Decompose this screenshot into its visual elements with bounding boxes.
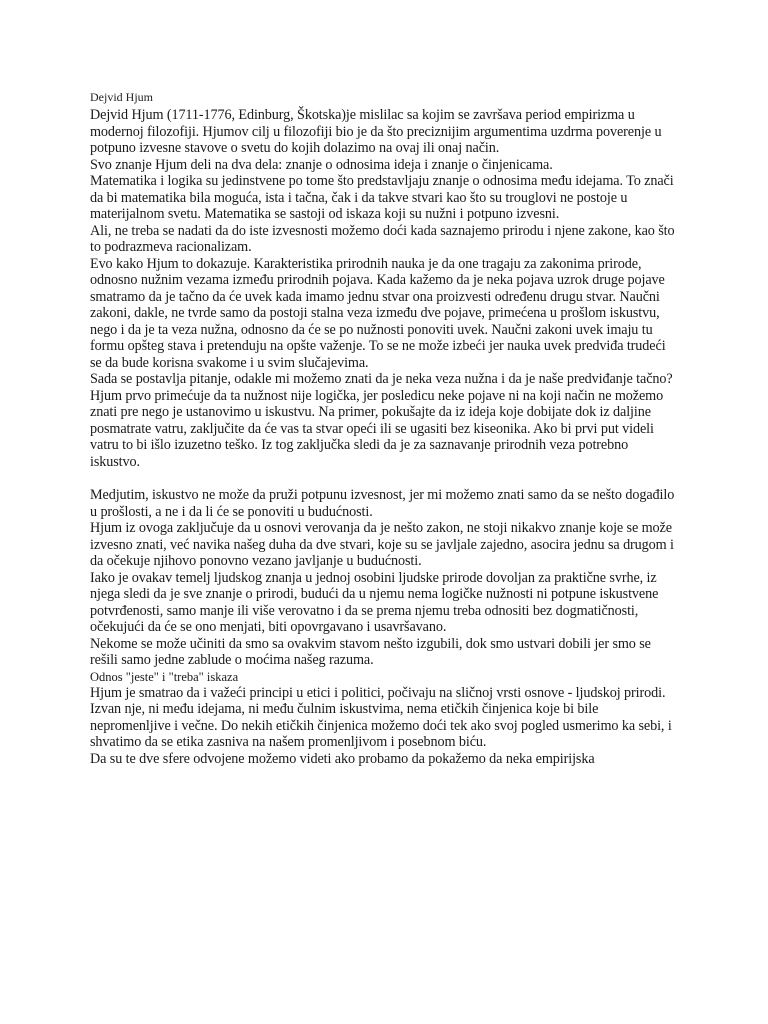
paragraph-gap: [90, 470, 680, 487]
paragraph-intro: Dejvid Hjum (1711-1776, Edinburg, Škotska)je mislilac sa kojim se završava period empirizma u modernoj filozofiji. Hjumov cilj u filozofiji bio je da što preciznijim argumentima uzdrma poverenje u potpuno izvesne stavove o svetu do kojih dolazimo na ovaj ili onaj način.: [90, 107, 662, 156]
paragraph-mathematics: Matematika i logika su jedinstvene po tome što predstavljaju znanje o odnosima među idejama. To znači da bi matematika bila moguća, ista i tačna, čak i da takve stvari kao što su trouglovi ne postoje u materijalnom svetu. Matematika se sastoji od iskaza koji su nužni i potpuno izvesni.: [90, 173, 674, 222]
document-page: [90, 90, 680, 767]
paragraph-habit: Hjum iz ovoga zaključuje da u osnovi verovanja da je nešto zakon, ne stoji nikakvo znanje koje se može izvesno znati, već navika našeg duha da dve stvari, koje su se javljale zajedno, asocira jednu sa drugom i da očekuje njihovo ponovno vezano javljanje u budućnosti.: [90, 520, 674, 569]
paragraph-illusion: Nekome se može učiniti da smo sa ovakvim stavom nešto izgubili, dok smo ustvari dobili jer smo se rešili samo jedne zablude o moćima našeg razuma.: [90, 635, 651, 668]
paragraph-nature-laws: Ali, ne treba se nadati da do iste izvesnosti možemo doći kada saznajemo prirodu i njene zakone, kao što to podrazmeva racionalizam.: [90, 222, 675, 255]
paragraph-experience: Medjutim, iskustvo ne može da pruži potpunu izvesnost, jer mi možemo znati samo da se nešto događilo u prošlosti, a ne i da li će se ponoviti u budućnosti.: [90, 487, 675, 520]
paragraph-ethics: Hjum je smatrao da i važeći principi u etici i politici, počivaju na sličnoj vrsti osnove - ljudskoj prirodi. Izvan nje, ni među idejama, ni među čulnim iskustvima, nema etičkih činjenica koje bi bile nepromenljive i večne. Do nekih etičkih činjenica možemo doći tek ako svoj pogled usmerimo ka sebi, i shvatimo da se etika zasniva na našem promenljivom i posebnom biću.: [90, 684, 672, 750]
paragraph-knowledge-division: Svo znanje Hjum deli na dva dela: znanje o odnosima ideja i znanje o činjenicama.: [90, 156, 553, 173]
document-small-title: Dejvid Hjum: [90, 90, 153, 104]
paragraph-fire-example: Hjum prvo primećuje da ta nužnost nije logička, jer posledicu neke pojave ni na koji način ne možemo znati pre nego je ustanovimo u iskustvu. Na primer, pokušajte da iz ideja koje dobijate dok iz daljine posmatrate vatru, zaključite da će vas ta stvar opeći ili se ugasiti bez kiseonika. Ako bi prvi put videli vatru to bi išlo izuzetno teško. Iz tog zaključka sledi da je za saznavanje prirodnih veza potrebno iskustvo.: [90, 387, 664, 470]
paragraph-question: Sada se postavlja pitanje, odakle mi možemo znati da je neka veza nužna i da je naše predviđanje tačno?: [90, 371, 673, 387]
paragraph-spheres: Da su te dve sfere odvojene možemo videti ako probamo da pokažemo da neka empirijska: [90, 750, 595, 767]
section-heading: Odnos "jeste" i "treba" iskaza: [90, 669, 239, 684]
paragraph-natural-sciences: Evo kako Hjum to dokazuje. Karakteristika prirodnih nauka je da one tragaju za zakonima prirode, odnosno nužnim vezama između prirodnih pojava. Kada kažemo da je neka pojava uzrok druge pojave smatramo da je tačno da će uvek kada imamo jednu stvar ona proizvesti određenu drugu stvar. Naučni zakoni, dakle, ne tvrde samo da postoji stalna veza između dve pojave, primećena u prošlom iskustvu, nego i da je ta veza nužna, odnosno da će se po nužnosti ponoviti uvek. Naučni zakoni uvek imaju tu formu opšteg stava i pretenduju na opšte važenje. To se ne može izbeći jer nauka uvek predviđa trudeći se da bude korisna svakome i u svim slučajevima.: [90, 255, 666, 371]
paragraph-probability: Iako je ovakav temelj ljudskog znanja u jednoj osobini ljudske prirode dovoljan za praktične svrhe, iz njega sledi da je sve znanje o prirodi, budući da u njemu nema logičke nužnosti ni potpune iskustvene potvrđenosti, samo manje ili više verovatno i da se prema njemu treba odnositi bez dogmatičnosti, očekujući da će se ono menjati, biti opovrgavano i usavršavano.: [90, 569, 659, 635]
